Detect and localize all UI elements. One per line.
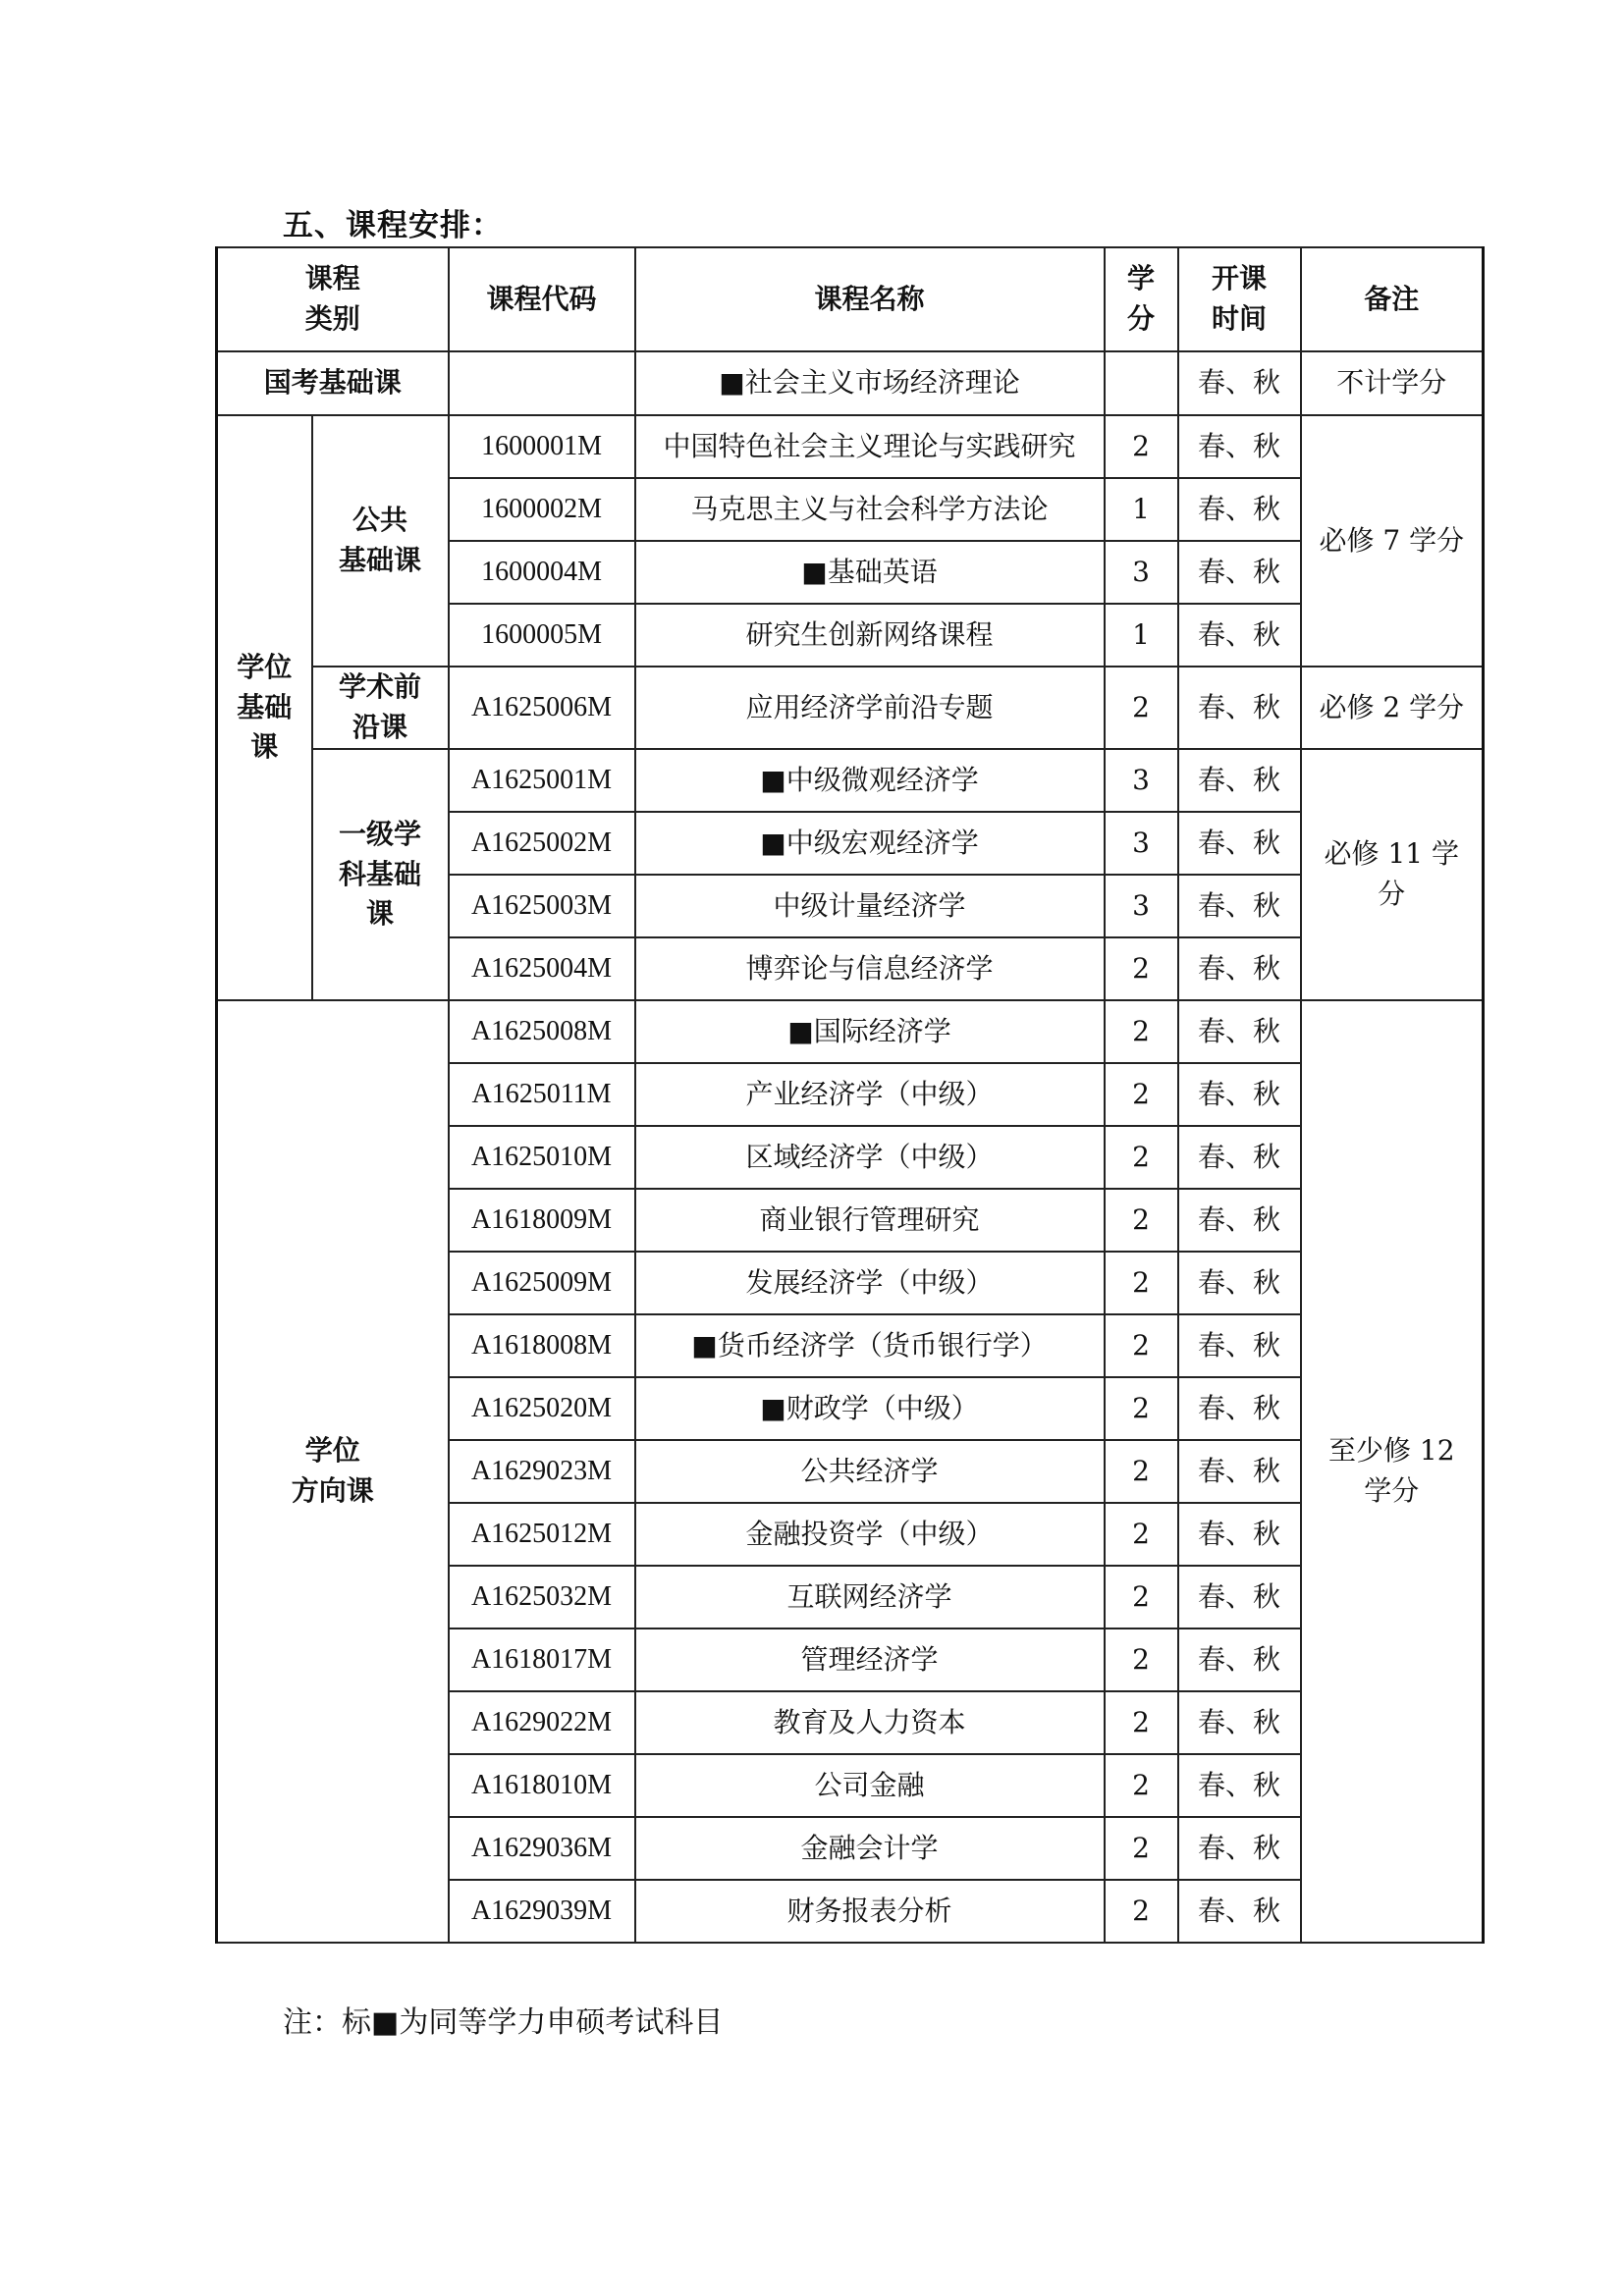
national-basic-remark: 不计学分 (1301, 351, 1484, 415)
group-remark: 必修 7 学分 (1301, 415, 1484, 667)
subgroup-category: 学术前 沿课 (312, 667, 449, 749)
course-term: 春、秋 (1178, 875, 1301, 937)
table-row (217, 667, 1484, 749)
course-name: 财务报表分析 (635, 1880, 1105, 1943)
course-code: A1629036M (449, 1817, 635, 1880)
national-basic-row (217, 351, 1484, 415)
course-code: A1625009M (449, 1252, 635, 1314)
header-term: 开课 时间 (1178, 247, 1301, 351)
course-credit: 2 (1105, 1629, 1178, 1691)
course-code: A1618017M (449, 1629, 635, 1691)
course-name: 中级计量经济学 (635, 875, 1105, 937)
course-credit: 2 (1105, 1377, 1178, 1440)
course-name: 应用经济学前沿专题 (635, 667, 1105, 749)
course-term: 春、秋 (1178, 667, 1301, 749)
course-code: A1618008M (449, 1314, 635, 1377)
course-code: A1625011M (449, 1063, 635, 1126)
course-code: A1625032M (449, 1566, 635, 1629)
course-term: 春、秋 (1178, 1000, 1301, 1063)
national-basic-code (449, 351, 635, 415)
course-term: 春、秋 (1178, 937, 1301, 1000)
degree-direction-category: 学位 方向课 (217, 1000, 449, 1943)
course-code: 1600004M (449, 541, 635, 604)
course-credit: 2 (1105, 1691, 1178, 1754)
course-name: 互联网经济学 (635, 1566, 1105, 1629)
course-credit: 2 (1105, 1754, 1178, 1817)
course-term: 春、秋 (1178, 1629, 1301, 1691)
course-credit: 2 (1105, 1252, 1178, 1314)
national-basic-term: 春、秋 (1178, 351, 1301, 415)
course-term: 春、秋 (1178, 1252, 1301, 1314)
national-basic-category: 国考基础课 (217, 351, 449, 415)
course-credit: 3 (1105, 749, 1178, 812)
group-remark: 必修 11 学 分 (1301, 749, 1484, 1000)
course-name: ■国际经济学 (635, 1000, 1105, 1063)
course-code: A1629023M (449, 1440, 635, 1503)
course-name: 马克思主义与社会科学方法论 (635, 478, 1105, 541)
course-credit: 2 (1105, 1189, 1178, 1252)
course-term: 春、秋 (1178, 604, 1301, 667)
header-name: 课程名称 (635, 247, 1105, 351)
course-term: 春、秋 (1178, 1817, 1301, 1880)
course-term: 春、秋 (1178, 1880, 1301, 1943)
course-name: 商业银行管理研究 (635, 1189, 1105, 1252)
course-credit: 2 (1105, 1000, 1178, 1063)
course-code: A1629022M (449, 1691, 635, 1754)
course-credit: 2 (1105, 1126, 1178, 1189)
course-code: A1625003M (449, 875, 635, 937)
course-term: 春、秋 (1178, 541, 1301, 604)
course-code: 1600002M (449, 478, 635, 541)
course-name: 产业经济学（中级） (635, 1063, 1105, 1126)
course-code: A1625008M (449, 1000, 635, 1063)
course-credit: 1 (1105, 604, 1178, 667)
course-term: 春、秋 (1178, 1754, 1301, 1817)
national-basic-name: ■社会主义市场经济理论 (635, 351, 1105, 415)
course-code: A1629039M (449, 1880, 635, 1943)
course-name: 教育及人力资本 (635, 1691, 1105, 1754)
course-term: 春、秋 (1178, 1126, 1301, 1189)
course-term: 春、秋 (1178, 1440, 1301, 1503)
table-row (217, 1000, 1484, 1063)
footnote: 注：标■为同等学力申硕考试科目 (283, 2005, 724, 2040)
course-term: 春、秋 (1178, 478, 1301, 541)
course-credit: 2 (1105, 1503, 1178, 1566)
course-credit: 3 (1105, 812, 1178, 875)
course-name: ■中级微观经济学 (635, 749, 1105, 812)
table-header-row (217, 247, 1484, 351)
header-remark: 备注 (1301, 247, 1484, 351)
course-term: 春、秋 (1178, 1377, 1301, 1440)
course-credit: 2 (1105, 1817, 1178, 1880)
course-name: 发展经济学（中级） (635, 1252, 1105, 1314)
course-name: 区域经济学（中级） (635, 1126, 1105, 1189)
course-code: A1625020M (449, 1377, 635, 1440)
course-term: 春、秋 (1178, 1314, 1301, 1377)
course-table (215, 246, 1485, 1944)
course-code: 1600005M (449, 604, 635, 667)
course-code: A1618010M (449, 1754, 635, 1817)
course-code: A1625006M (449, 667, 635, 749)
course-credit: 2 (1105, 667, 1178, 749)
course-term: 春、秋 (1178, 1189, 1301, 1252)
header-credit: 学 分 (1105, 247, 1178, 351)
table-row (217, 415, 1484, 478)
course-credit: 2 (1105, 1880, 1178, 1943)
course-name: 金融会计学 (635, 1817, 1105, 1880)
course-name: ■货币经济学（货币银行学） (635, 1314, 1105, 1377)
subgroup-category: 公共 基础课 (312, 415, 449, 667)
course-term: 春、秋 (1178, 812, 1301, 875)
course-credit: 2 (1105, 1063, 1178, 1126)
course-name: 公司金融 (635, 1754, 1105, 1817)
section-heading: 五、课程安排： (283, 208, 503, 243)
course-code: A1625012M (449, 1503, 635, 1566)
table-row (217, 749, 1484, 812)
course-term: 春、秋 (1178, 1566, 1301, 1629)
course-credit: 2 (1105, 415, 1178, 478)
course-credit: 3 (1105, 541, 1178, 604)
course-name: 博弈论与信息经济学 (635, 937, 1105, 1000)
course-term: 春、秋 (1178, 749, 1301, 812)
course-term: 春、秋 (1178, 1063, 1301, 1126)
group-remark: 必修 2 学分 (1301, 667, 1484, 749)
header-category: 课程 类别 (217, 247, 449, 351)
course-credit: 3 (1105, 875, 1178, 937)
course-name: ■财政学（中级） (635, 1377, 1105, 1440)
course-credit: 2 (1105, 1314, 1178, 1377)
course-name: 管理经济学 (635, 1629, 1105, 1691)
course-credit: 2 (1105, 1440, 1178, 1503)
course-name: ■基础英语 (635, 541, 1105, 604)
course-code: A1618009M (449, 1189, 635, 1252)
header-code: 课程代码 (449, 247, 635, 351)
course-credit: 1 (1105, 478, 1178, 541)
course-name: 公共经济学 (635, 1440, 1105, 1503)
course-term: 春、秋 (1178, 1503, 1301, 1566)
course-name: 金融投资学（中级） (635, 1503, 1105, 1566)
course-name: 中国特色社会主义理论与实践研究 (635, 415, 1105, 478)
course-term: 春、秋 (1178, 1691, 1301, 1754)
course-term: 春、秋 (1178, 415, 1301, 478)
course-credit: 2 (1105, 1566, 1178, 1629)
course-name: ■中级宏观经济学 (635, 812, 1105, 875)
course-code: A1625004M (449, 937, 635, 1000)
course-code: A1625002M (449, 812, 635, 875)
course-name: 研究生创新网络课程 (635, 604, 1105, 667)
course-code: A1625010M (449, 1126, 635, 1189)
degree-direction-remark: 至少修 12 学分 (1301, 1000, 1484, 1943)
course-code: 1600001M (449, 415, 635, 478)
course-credit: 2 (1105, 937, 1178, 1000)
subgroup-category: 一级学 科基础 课 (312, 749, 449, 1000)
degree-basic-category: 学位 基础 课 (217, 415, 312, 1000)
national-basic-credit (1105, 351, 1178, 415)
course-code: A1625001M (449, 749, 635, 812)
